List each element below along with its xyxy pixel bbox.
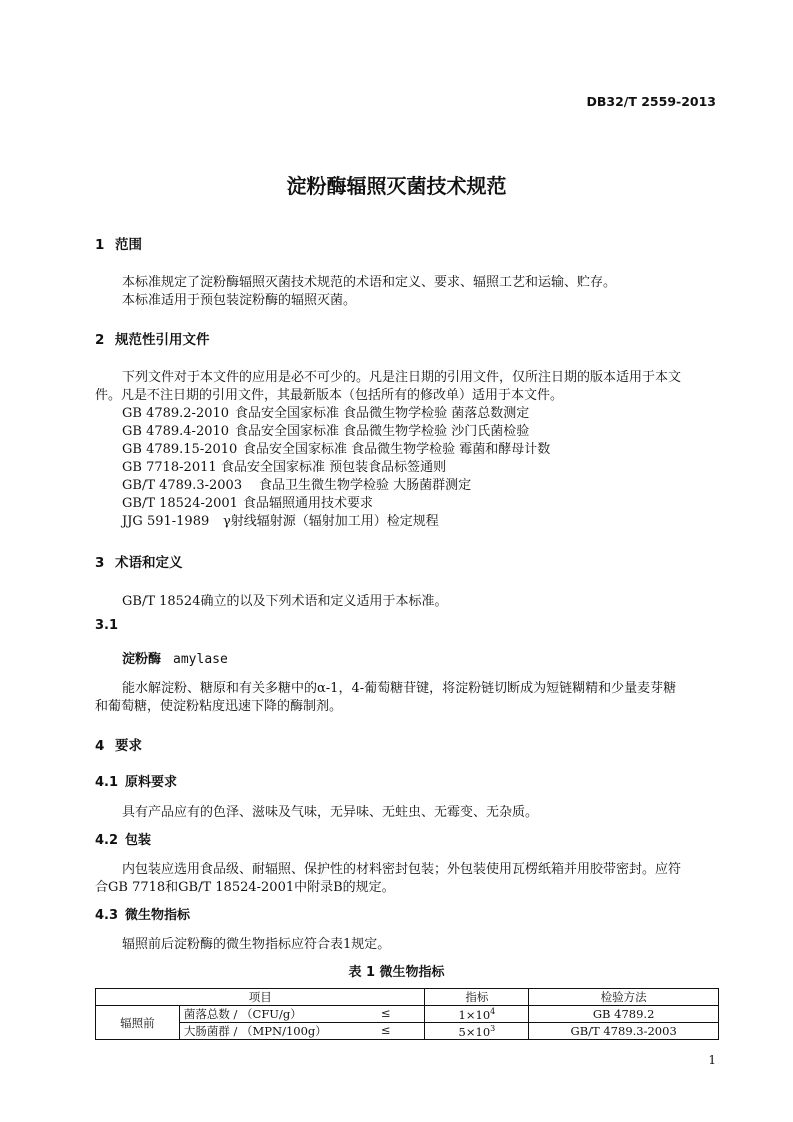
- reference-code: GB/T 4789.3-2003: [122, 478, 243, 493]
- section-number: 4: [95, 738, 105, 754]
- table-item-cell: [179, 1023, 425, 1040]
- subsection-4-2-heading: [95, 829, 151, 848]
- reference-title: 食品辐照通用技术要求: [243, 496, 374, 511]
- paragraph: 能水解淀粉、糖原和有关多糖中的α-1，4-葡萄糖苷键，将淀粉链切断成为短链糊精和少量麦芽糖: [122, 681, 677, 696]
- limit-value: 1×10: [458, 1007, 491, 1022]
- reference-code: GB 4789.2-2010: [122, 406, 230, 421]
- paragraph: 具有产品应有的色泽、滋味及气味，无异味、无蛀虫、无霉变、无杂质。: [122, 805, 539, 820]
- reference-item: [122, 456, 446, 475]
- table-header-cell: 项目: [96, 989, 425, 1006]
- section-title: 规范性引用文件: [115, 332, 210, 348]
- paragraph: 合GB 7718和GB/T 18524-2001中附录B的规定。: [95, 880, 395, 895]
- reference-title: 食品安全国家标准 预包装食品标签通则: [221, 460, 447, 475]
- document-code: DB32/T 2559-2013: [586, 94, 716, 109]
- table-method-cell: GB 4789.2: [529, 1006, 719, 1023]
- paragraph: 本标准适用于预包装淀粉酶的辐照灭菌。: [122, 293, 357, 308]
- paragraph: 内包装应选用食品级、耐辐照、保护性的材料密封包装；外包装使用瓦楞纸箱并用胶带密封。应符: [122, 862, 682, 877]
- reference-title: 食品安全国家标准 食品微生物学检验 菌落总数测定: [235, 406, 530, 421]
- term-english: amylase: [173, 652, 228, 667]
- subsection-number: 4.3: [95, 908, 119, 923]
- subsection-title: 微生物指标: [125, 908, 191, 923]
- reference-title: 食品安全国家标准 食品微生物学检验 霉菌和酵母计数: [243, 442, 551, 457]
- paragraph: 下列文件对于本文件的应用是必不可少的。凡是注日期的引用文件，仅所注日期的版本适用于本文: [122, 370, 682, 385]
- section-title: 要求: [115, 738, 142, 754]
- reference-code: GB 4789.4-2010: [122, 424, 230, 439]
- reference-code: GB 7718-2011: [122, 460, 217, 475]
- table-header-cell: 指标: [425, 989, 529, 1006]
- section-3-heading: [95, 551, 183, 571]
- subsection-number: 4.2: [95, 833, 119, 848]
- subsection-number: 4.1: [95, 775, 119, 790]
- section-number: 3: [95, 555, 105, 571]
- document-title: 淀粉酶辐照灭菌技术规范: [286, 174, 507, 198]
- table-header-row: [96, 989, 719, 1006]
- reference-item: [122, 438, 550, 457]
- section-2-heading: [95, 328, 210, 348]
- subsection-title: 包装: [125, 833, 152, 848]
- table-limit-cell: [425, 1006, 529, 1023]
- table-caption: 表 1 微生物指标: [348, 965, 445, 980]
- item-name: 菌落总数 / （CFU/g）: [183, 1007, 302, 1021]
- paragraph: 辐照前后淀粉酶的微生物指标应符合表1规定。: [122, 937, 391, 952]
- section-title: 术语和定义: [115, 555, 183, 571]
- subsection-4-1-heading: [95, 771, 177, 790]
- reference-item: [122, 420, 529, 439]
- section-number: 2: [95, 332, 105, 348]
- table-item-cell: [179, 1006, 425, 1023]
- table-limit-cell: [425, 1023, 529, 1040]
- paragraph: 和葡萄糖，使淀粉粘度迅速下降的酶制剂。: [95, 699, 343, 714]
- limit-exponent: 4: [490, 1006, 496, 1016]
- paragraph: GB/T 18524确立的以及下列术语和定义适用于本标准。: [122, 594, 448, 609]
- reference-item: [122, 492, 373, 511]
- item-name: 大肠菌群 / （MPN/100g）: [183, 1024, 327, 1038]
- term-entry: [122, 648, 228, 667]
- table-method-cell: GB/T 4789.3-2003: [529, 1023, 719, 1040]
- reference-item: [122, 474, 471, 493]
- relation-symbol: ≤: [380, 1006, 391, 1020]
- subsection-number: 3.1: [95, 618, 119, 633]
- paragraph: 本标准规定了淀粉酶辐照灭菌技术规范的术语和定义、要求、辐照工艺和运输、贮存。: [122, 275, 617, 290]
- limit-exponent: 3: [490, 1023, 496, 1033]
- microbial-index-table: [95, 988, 719, 1040]
- table-header-cell: 检验方法: [529, 989, 719, 1006]
- reference-item: [122, 402, 529, 421]
- term-chinese: 淀粉酶: [122, 652, 162, 667]
- reference-title: 食品安全国家标准 食品微生物学检验 沙门氏菌检验: [235, 424, 530, 439]
- section-number: 1: [95, 237, 105, 253]
- section-1-heading: [95, 233, 142, 253]
- table-group-cell: 辐照前: [96, 1006, 180, 1040]
- reference-code: GB/T 18524-2001: [122, 496, 238, 511]
- subsection-title: 原料要求: [125, 775, 178, 790]
- table-row: [96, 1023, 719, 1040]
- reference-code: JJG 591-1989: [122, 514, 210, 529]
- reference-item: [122, 510, 439, 529]
- paragraph: 件。凡是不注日期的引用文件，其最新版本（包括所有的修改单）适用于本文件。: [95, 388, 564, 403]
- page-number: 1: [708, 1053, 716, 1067]
- section-title: 范围: [115, 237, 142, 253]
- section-4-heading: [95, 734, 142, 754]
- limit-value: 5×10: [458, 1024, 491, 1039]
- table-row: [96, 1006, 719, 1023]
- reference-title: 食品卫生微生物学检验 大肠菌群测定: [259, 478, 472, 493]
- subsection-4-3-heading: [95, 904, 190, 923]
- relation-symbol: ≤: [380, 1023, 391, 1037]
- reference-title: γ射线辐射源（辐射加工用）检定规程: [223, 514, 439, 529]
- reference-code: GB 4789.15-2010: [122, 442, 238, 457]
